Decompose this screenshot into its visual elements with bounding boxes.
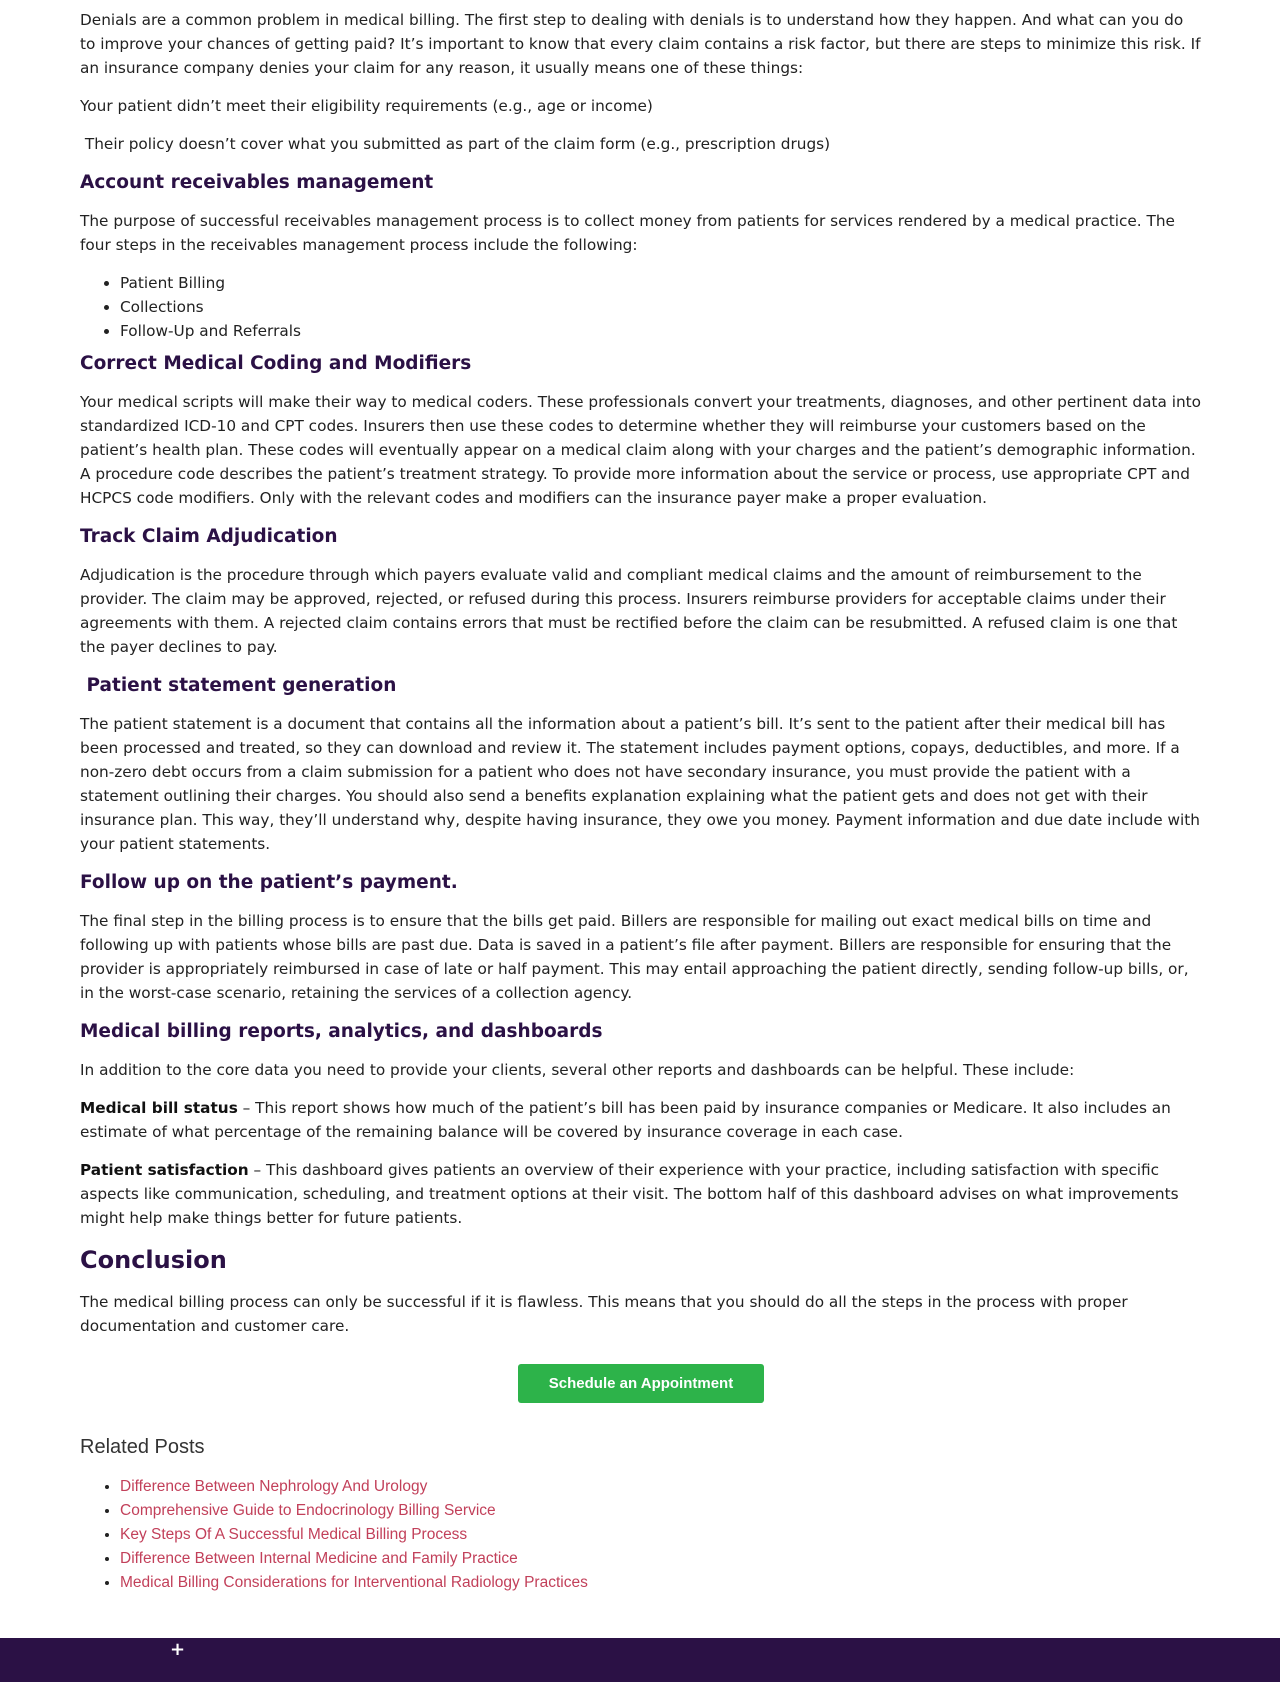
followup-paragraph: The final step in the billing process is to ensure that the bills get paid. Billers are responsible for mailing out exact medical bills on time and following up with patients whose bills are past due. Data is saved in a patient’s file after payment. Billers are responsible for ensuring that the provider is appropriately reimbursed in case of late or half payment. This may entail approaching the patient directly, sending follow-up bills, or, in the worst-case scenario, retaining the services of a collection agency. — [80, 912, 1189, 1002]
schedule-appointment-button[interactable]: Schedule an Appointment — [518, 1364, 764, 1403]
reports-intro: In addition to the core data you need to provide your clients, several other reports and dashboards can be helpful. These include: — [80, 1061, 1075, 1079]
bill-status-label: Medical bill status — [80, 1099, 238, 1117]
related-posts-list — [80, 1475, 1202, 1595]
intro-paragraph: Denials are a common problem in medical billing. The first step to dealing with denials is to understand how they happen. And what can you do to improve your chances of getting paid? It’s important to know that every claim contains a risk factor, but there are steps to minimize this risk. If an insurance company denies your claim for any reason, it usually means one of these things: — [80, 11, 1201, 77]
list-item: • Collections — [120, 295, 1202, 319]
list-item — [120, 1571, 1202, 1595]
conclusion-heading: Conclusion — [80, 1246, 227, 1274]
related-post-link[interactable]: Medical Billing Considerations for Interventional Radiology Practices — [120, 1574, 588, 1591]
statement-paragraph: The patient statement is a document that contains all the information about a patient’s bill. It’s sent to the patient after their medical bill has been processed and treated, so they can download and review it. The statement includes payment options, copays, deductibles, and more. If a non-zero debt occurs from a claim submission for a patient who does not have secondary insurance, you must provide the patient with a statement outlining their charges. You should also send a benefits explanation explaining what the patient gets and does not get with their insurance plan. This way, they’ll understand why, despite having insurance, they owe you money. Payment information and due date include with your patient statements. — [80, 715, 1200, 853]
adjudication-heading: Track Claim Adjudication — [80, 526, 338, 547]
related-post-link[interactable]: Comprehensive Guide to Endocrinology Billing Service — [120, 1502, 496, 1519]
conclusion-paragraph: The medical billing process can only be successful if it is flawless. This means that you should do all the steps in the process with proper documentation and customer care. — [80, 1293, 1128, 1335]
satisfaction-text: – This dashboard gives patients an overview of their experience with your practice, including satisfaction with specific aspects like communication, scheduling, and treatment options at their visit. The bottom half of this dashboard advises on what improvements might help make things better for future patients. — [80, 1161, 1179, 1227]
coding-paragraph: Your medical scripts will make their way to medical coders. These professionals convert your treatments, diagnoses, and other pertinent data into standardized ICD-10 and CPT codes. Insurers then use these codes to determine whether they will reimburse your customers based on the patient’s health plan. These codes will eventually appear on a medical claim along with your charges and the patient’s demographic information. A procedure code describes the patient’s treatment strategy. To provide more information about the service or process, use appropriate CPT and HCPCS code modifiers. Only with the relevant codes and modifiers can the insurance payer make a proper evaluation. — [80, 393, 1202, 507]
list-item: • Follow-Up and Referrals — [120, 319, 1202, 343]
list-item — [120, 1523, 1202, 1547]
receivables-steps-list — [80, 271, 1202, 343]
followup-heading: Follow up on the patient’s payment. — [80, 872, 458, 893]
receivables-heading: Account receivables management — [80, 172, 434, 193]
reports-heading: Medical billing reports, analytics, and dashboards — [80, 1021, 603, 1042]
bill-status-paragraph — [80, 1096, 1202, 1144]
receivables-paragraph: The purpose of successful receivables management process is to collect money from patients for services rendered by a medical practice. The four steps in the receivables management process include the following: — [80, 212, 1175, 254]
related-post-link[interactable]: Key Steps Of A Successful Medical Billing Process — [120, 1526, 468, 1543]
bill-status-text: – This report shows how much of the patient’s bill has been paid by insurance companies or Medicare. It also includes an estimate of what percentage of the remaining balance will be covered by insurance coverage in each case. — [80, 1099, 1171, 1141]
related-posts-title: Related Posts — [80, 1436, 205, 1458]
related-post-link[interactable]: Difference Between Nephrology And Urology — [120, 1478, 428, 1495]
satisfaction-label: Patient satisfaction — [80, 1161, 249, 1179]
cta-container — [80, 1364, 1202, 1403]
adjudication-paragraph: Adjudication is the procedure through which payers evaluate valid and compliant medical claims and the amount of reimbursement to the provider. The claim may be approved, rejected, or refused during this process. Insurers reimburse providers for acceptable claims under their agreements with them. A rejected claim contains errors that must be rectified before the claim can be resubmitted. A refused claim is one that the payer declines to pay. — [80, 566, 1178, 656]
list-item: • Patient Billing — [120, 271, 1202, 295]
related-post-link[interactable]: Difference Between Internal Medicine and Family Practice — [120, 1550, 518, 1567]
denial-reason-2: Their policy doesn’t cover what you submitted as part of the claim form (e.g., prescription drugs) — [80, 135, 831, 153]
statement-heading: Patient statement generation — [80, 675, 397, 696]
coding-heading: Correct Medical Coding and Modifiers — [80, 353, 472, 374]
footer-logo-mark: + — [170, 1639, 186, 1660]
footer — [0, 1638, 1280, 1682]
article-content — [80, 8, 1202, 1595]
list-item — [120, 1475, 1202, 1499]
list-item — [120, 1547, 1202, 1571]
satisfaction-paragraph — [80, 1158, 1202, 1230]
denial-reason-1: Your patient didn’t meet their eligibility requirements (e.g., age or income) — [80, 97, 653, 115]
list-item — [120, 1499, 1202, 1523]
